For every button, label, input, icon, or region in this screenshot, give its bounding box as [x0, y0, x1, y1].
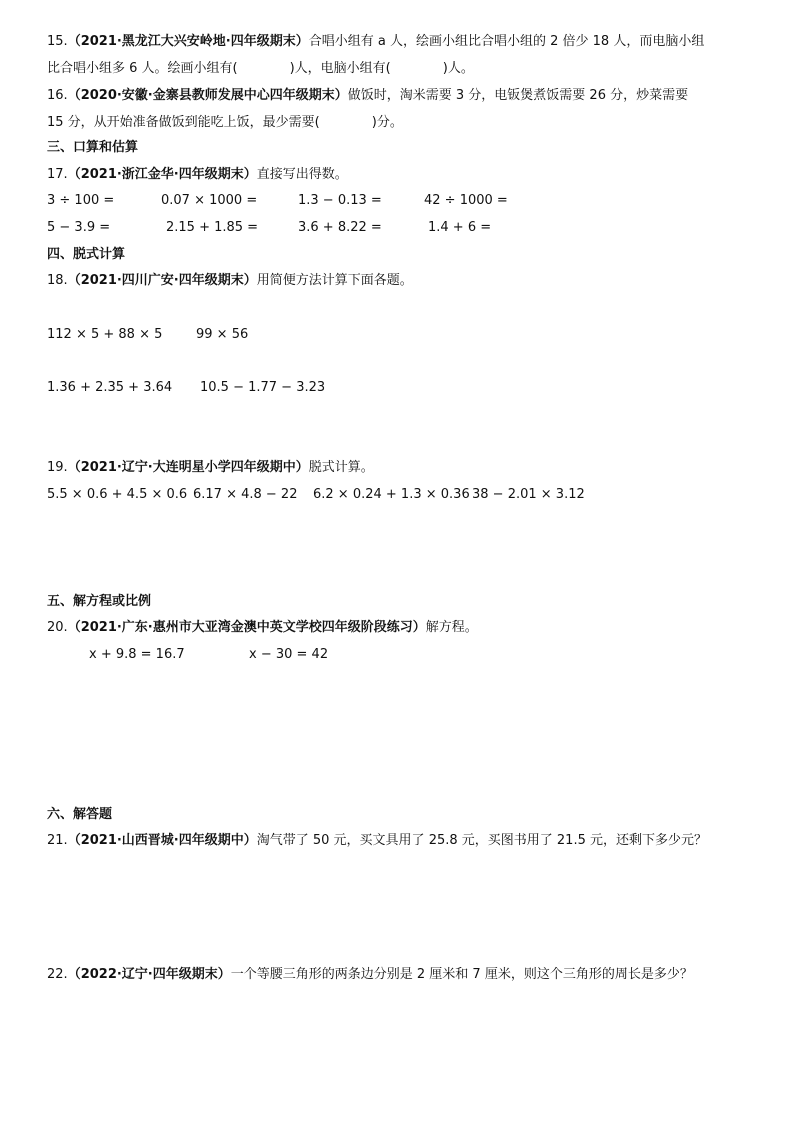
- question-source: （2021·山西晋城·四年级期中）: [67, 833, 257, 848]
- question-number: 15.: [47, 34, 68, 49]
- expression: 112 × 5 + 88 × 5: [47, 327, 163, 342]
- question-20: [47, 619, 478, 637]
- question-text: 直接写出得数。: [256, 167, 348, 182]
- question-15-line-2: 比合唱小组多 6 人。绘画小组有( )人，电脑小组有( )人。: [47, 61, 474, 76]
- expression: 6.2 × 0.24 + 1.3 × 0.36: [313, 487, 470, 502]
- question-number: 21.: [47, 833, 68, 848]
- question-text: 淘气带了 50 元，买文具用了 25.8 元，买图书用了 21.5 元，还剩下多少元？: [256, 833, 707, 848]
- expression: 6.17 × 4.8 − 22: [193, 487, 298, 502]
- question-text: 解方程。: [425, 620, 478, 635]
- equation: x − 30 = 42: [249, 647, 329, 662]
- question-source: （2021·四川广安·四年级期末）: [67, 273, 257, 288]
- expression: 99 × 56: [196, 327, 249, 342]
- question-number: 19.: [47, 460, 68, 475]
- expression: 2.15 + 1.85 =: [166, 220, 259, 235]
- question-source: （2022·辽宁·四年级期末）: [67, 967, 231, 982]
- expression: 3.6 + 8.22 =: [298, 220, 382, 235]
- question-number: 17.: [47, 167, 68, 182]
- question-15-line-1: [47, 33, 704, 51]
- question-22: [47, 966, 693, 984]
- section-heading-3: 三、口算和估算: [47, 140, 139, 155]
- question-text: 合唱小组有 a 人，绘画小组比合唱小组的 2 倍少 18 人，而电脑小组: [308, 34, 705, 49]
- question-number: 18.: [47, 273, 68, 288]
- expression: 38 − 2.01 × 3.12: [472, 487, 585, 502]
- question-18: [47, 272, 413, 290]
- question-source: （2021·广东·惠州市大亚湾金澳中英文学校四年级阶段练习）: [67, 620, 426, 635]
- expression: 42 ÷ 1000 =: [424, 193, 508, 208]
- question-17: [47, 166, 348, 184]
- expression: 1.36 + 2.35 + 3.64: [47, 380, 173, 395]
- expression: 1.3 − 0.13 =: [298, 193, 382, 208]
- expression: 10.5 − 1.77 − 3.23: [200, 380, 326, 395]
- section-heading-4: 四、脱式计算: [47, 247, 126, 262]
- question-source: （2021·黑龙江大兴安岭地·四年级期末）: [67, 34, 309, 49]
- question-21: [47, 832, 707, 850]
- question-16-line-1: [47, 87, 688, 105]
- expression: 3 ÷ 100 =: [47, 193, 115, 208]
- section-heading-6: 六、解答题: [47, 807, 113, 822]
- question-text: 用简便方法计算下面各题。: [256, 273, 413, 288]
- question-source: （2020·安徽·金寨县教师发展中心四年级期末）: [67, 88, 348, 103]
- expression: 5.5 × 0.6 + 4.5 × 0.6: [47, 487, 188, 502]
- expression: 0.07 × 1000 =: [161, 193, 258, 208]
- question-source: （2021·辽宁·大连明星小学四年级期中）: [67, 460, 309, 475]
- expression: 5 − 3.9 =: [47, 220, 111, 235]
- question-text: 做饭时，淘米需要 3 分，电钣煲煮饭需要 26 分，炒菜需要: [347, 88, 689, 103]
- equation: x + 9.8 = 16.7: [89, 647, 185, 662]
- question-source: （2021·浙江金华·四年级期末）: [67, 167, 257, 182]
- question-19: [47, 459, 374, 477]
- question-16-line-2: 15 分，从开始准备做饭到能吃上饭，最少需要( )分。: [47, 115, 403, 130]
- question-number: 22.: [47, 967, 68, 982]
- expression: 1.4 + 6 =: [428, 220, 492, 235]
- question-text: 脱式计算。: [308, 460, 374, 475]
- section-heading-5: 五、解方程或比例: [47, 594, 152, 609]
- question-number: 20.: [47, 620, 68, 635]
- question-text: 一个等腰三角形的两条边分别是 2 厘米和 7 厘米，则这个三角形的周长是多少？: [230, 967, 693, 982]
- question-number: 16.: [47, 88, 68, 103]
